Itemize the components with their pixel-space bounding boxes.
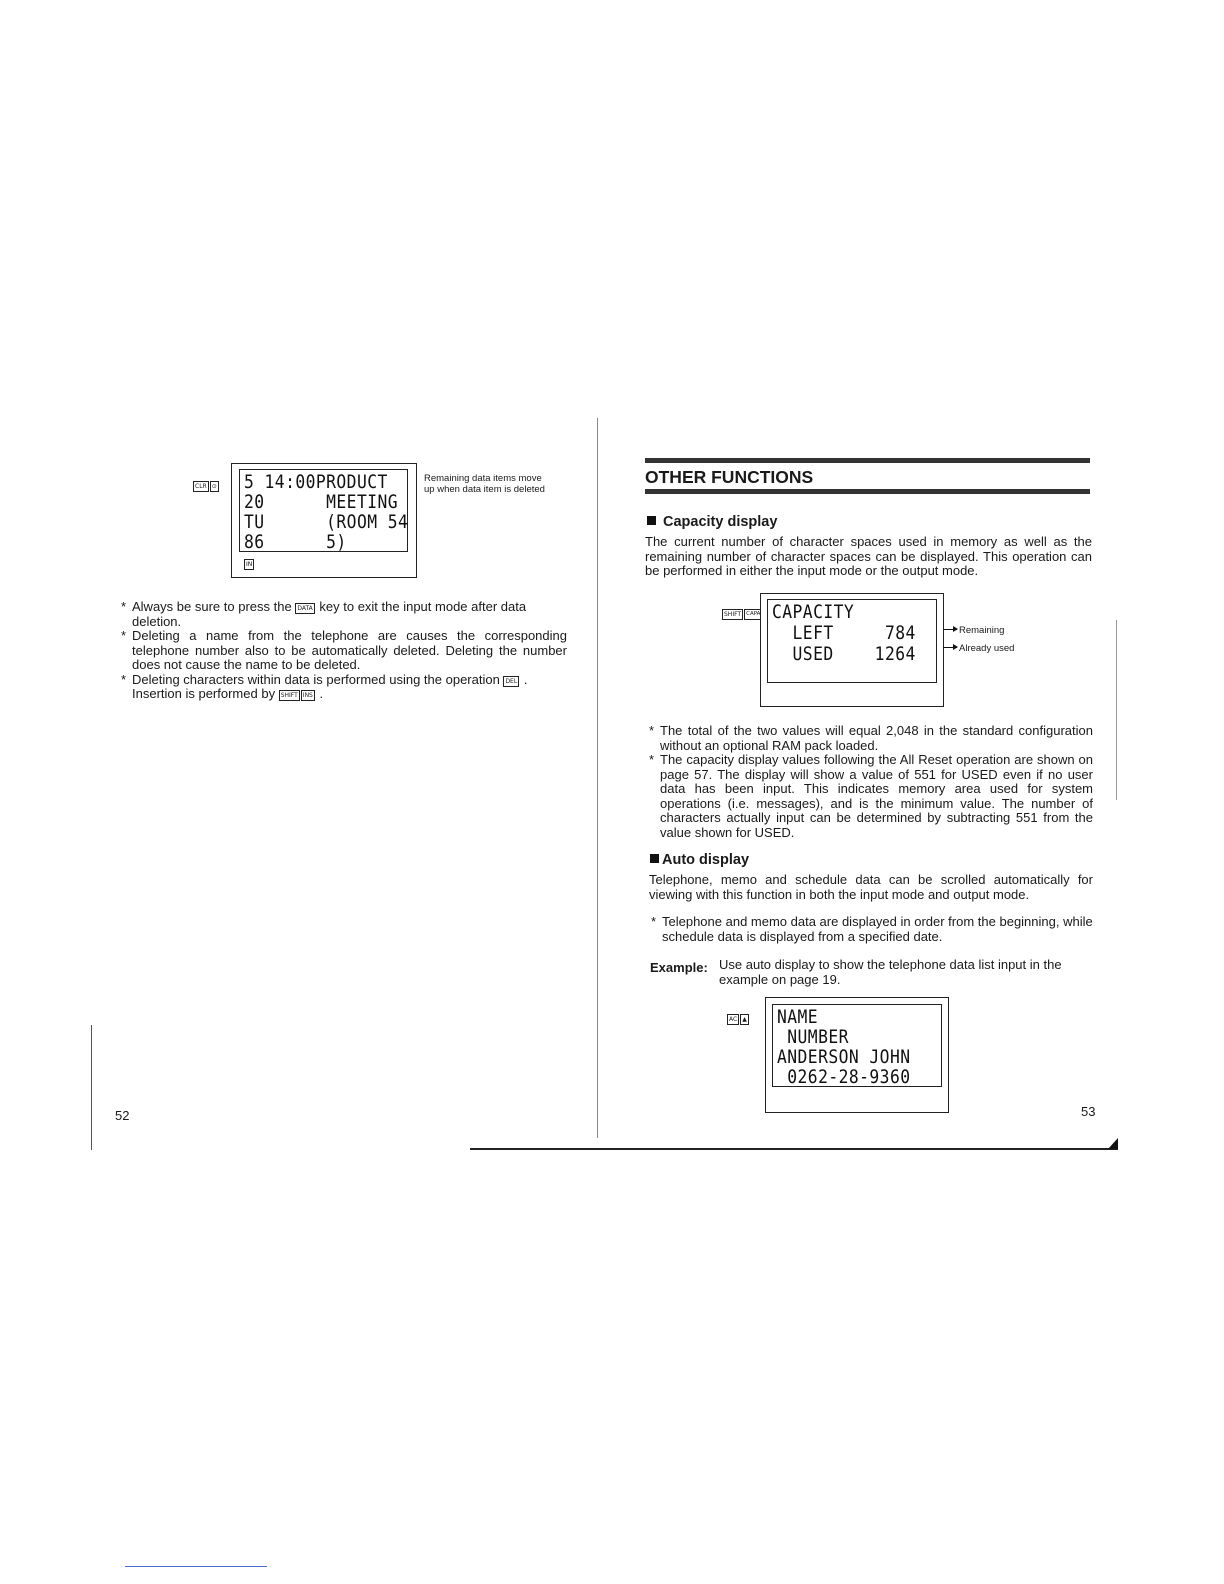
lcd-display-deleted xyxy=(231,463,417,578)
lcd-screen xyxy=(772,1004,942,1087)
ins-key: INS xyxy=(302,692,313,699)
clr-key: CLR xyxy=(195,483,207,491)
lcd-display-auto xyxy=(765,997,949,1113)
lcd-line: NUMBER xyxy=(777,1026,849,1048)
data-key: DATA xyxy=(297,605,313,612)
capacity-body: The current number of character spaces used in memory as well as the remaining number of character spaces can be displayed. This operation can be performed in either the input mode or the output mode. xyxy=(645,534,1092,578)
left-notes xyxy=(121,600,567,702)
lcd-line: USED 1264 xyxy=(772,643,916,665)
auto-display-keys xyxy=(727,1011,750,1029)
bullet-square-icon xyxy=(650,854,659,863)
heading-rule-bottom xyxy=(645,489,1090,494)
already-used-label: Already used xyxy=(943,643,1014,654)
note-item: * Deleting a name from the telephone are causes the corresponding telephone number also to be automatically deleted. Deleting the number does not cause the name to be deleted. xyxy=(121,629,567,673)
bullet-square-icon xyxy=(647,516,656,525)
side-note: Remaining data items move up when data item is deleted xyxy=(424,473,545,495)
left-display-keys xyxy=(193,478,220,496)
page-number-right: 53 xyxy=(1081,1104,1096,1119)
remaining-label: Remaining xyxy=(943,625,1004,636)
note-item: * Telephone and memo data are displayed in order from the beginning, while schedule data is displayed from a specified date. xyxy=(651,915,1094,944)
bottom-edge-line xyxy=(470,1148,1118,1150)
note-item: * Deleting characters within data is performed using the operation DEL . Insertion is performed by SHIFT INS . xyxy=(121,673,567,702)
shift-key: SHIFT xyxy=(724,611,742,619)
capacity-title: Capacity display xyxy=(647,514,777,530)
example-text: Use auto display to show the telephone data list input in the example on page 19. xyxy=(719,957,1062,987)
note-item: * The capacity display values following the All Reset operation are shown on page 57. The display will show a value of 551 for USED even if no user data has been input. This indicates memory area used for system operations (i.e. messages), and is the minimum value. The number of characters actually input can be determined by subtracting 551 from the value shown for USED. xyxy=(649,753,1093,840)
lcd-screen xyxy=(239,469,408,552)
auto-notes xyxy=(651,915,1094,944)
capa-key: CAPA xyxy=(744,609,762,620)
footer-rule xyxy=(125,1566,267,1567)
lcd-line: NAME xyxy=(777,1006,819,1028)
ac-key: AC xyxy=(729,1016,738,1024)
lcd-line: 20 MEETING xyxy=(244,491,399,513)
note-item: * Always be sure to press the DATA key to exit the input mode after data deletion. xyxy=(121,600,567,629)
section-heading: OTHER FUNCTIONS xyxy=(645,467,814,487)
lcd-line: CAPACITY xyxy=(772,601,855,623)
auto-body: Telephone, memo and schedule data can be scrolled automatically for viewing with this function in both the input mode and output mode. xyxy=(649,872,1093,902)
lcd-screen xyxy=(767,599,937,683)
arrow-icon xyxy=(943,629,957,630)
auto-title: Auto display xyxy=(650,852,749,868)
page-number-left: 52 xyxy=(115,1108,130,1123)
lcd-line: 86 5) xyxy=(244,531,347,553)
arrow-icon xyxy=(943,647,957,648)
lcd-line: ANDERSON JOHN xyxy=(777,1046,911,1068)
corner-mark xyxy=(1108,1138,1118,1149)
center-fold-line xyxy=(597,418,598,1138)
note-item: * The total of the two values will equal 2,048 in the standard configuration without an optional RAM pack loaded. xyxy=(649,724,1093,753)
capacity-notes xyxy=(649,724,1093,840)
heading-rule-top xyxy=(645,458,1090,463)
example-label: Example: xyxy=(650,960,708,975)
lcd-display-capacity xyxy=(760,593,944,707)
scan-edge-line-right xyxy=(1116,620,1117,800)
lcd-line: TU (ROOM 54 xyxy=(244,511,409,533)
scan-edge-line xyxy=(91,1025,92,1150)
capacity-keys xyxy=(722,606,763,624)
shift-key: SHIFT xyxy=(280,692,298,699)
input-mode-indicator: IN xyxy=(246,561,253,568)
lcd-line: 5 14:00PRODUCT xyxy=(244,471,388,493)
up-arrow-key: ▲ xyxy=(742,1016,747,1024)
lcd-line: LEFT 784 xyxy=(772,622,916,644)
power-key: ⊙ xyxy=(211,483,217,491)
lcd-line: 0262-28-9360 xyxy=(777,1066,911,1088)
del-key: DEL xyxy=(505,677,518,685)
